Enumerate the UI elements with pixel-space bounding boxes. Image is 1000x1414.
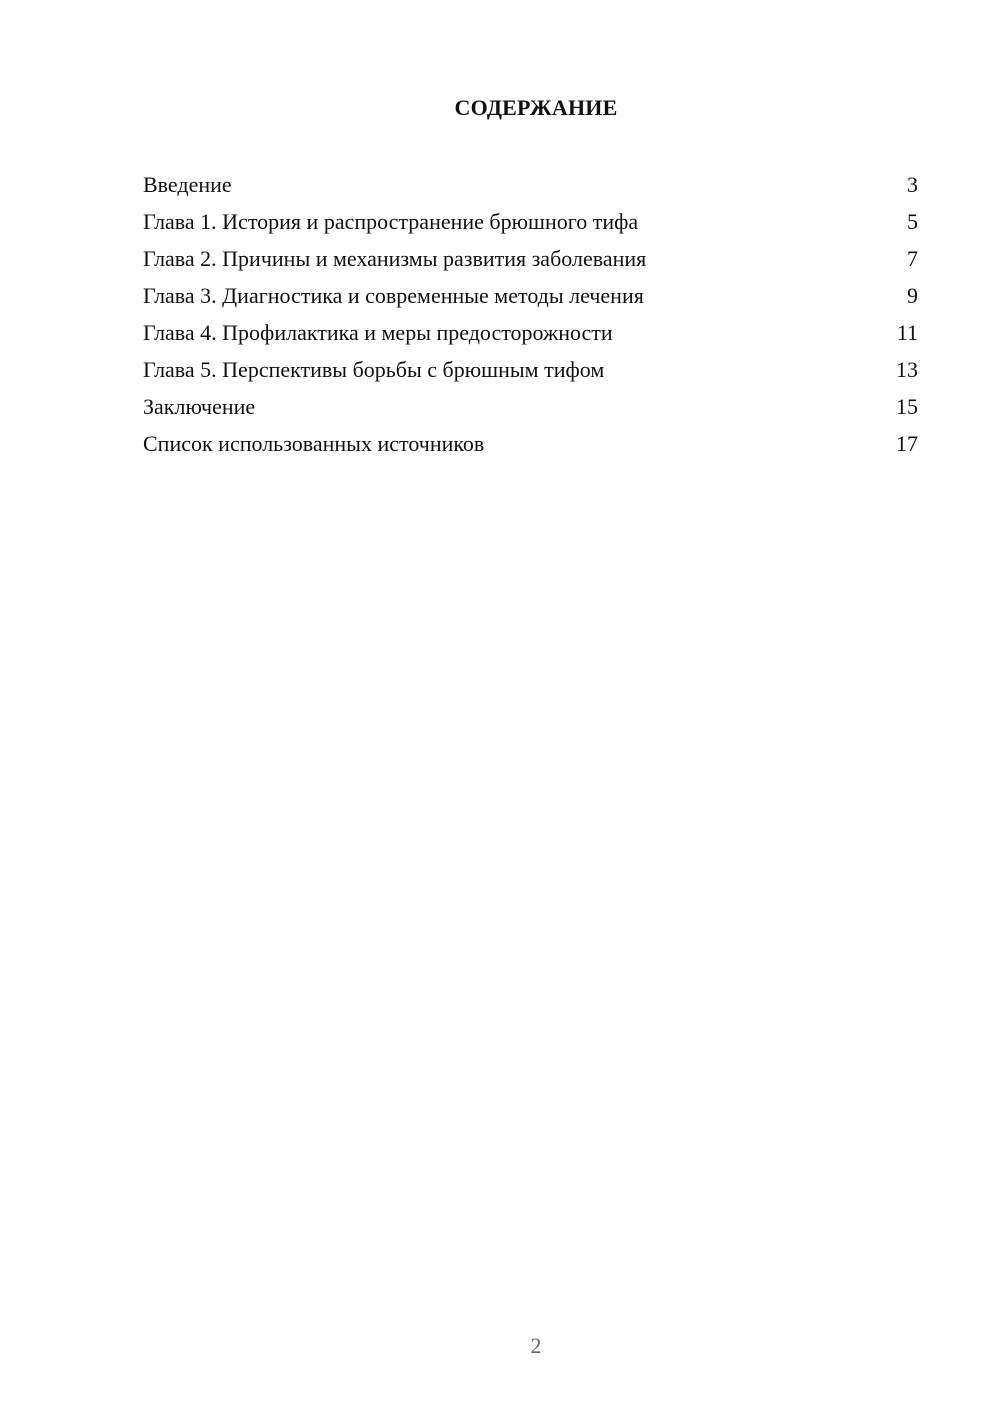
toc-entry-page: 3 <box>907 172 918 197</box>
toc-entry-references <box>143 429 918 466</box>
toc-entry-label: Глава 2. Причины и механизмы развития заболевания <box>143 246 647 271</box>
toc-entry-page: 5 <box>907 209 918 234</box>
toc-entry-page: 9 <box>907 283 918 308</box>
toc-entry-chapter-3 <box>143 281 918 318</box>
toc-entry-label: Введение <box>143 172 232 197</box>
toc-entry-label: Глава 5. Перспективы борьбы с брюшным тифом <box>143 357 605 382</box>
toc-entry-page: 15 <box>896 394 918 419</box>
page-title: СОДЕРЖАНИЕ <box>454 95 618 120</box>
toc-entry-chapter-1 <box>143 207 918 244</box>
toc-entry-chapter-5 <box>143 355 918 392</box>
toc-entry-label: Глава 1. История и распространение брюшного тифа <box>143 209 639 234</box>
toc-entry-page: 11 <box>896 320 918 345</box>
toc-entry-chapter-4 <box>143 318 918 355</box>
toc-entry-introduction <box>143 170 918 207</box>
toc-entry-label: Глава 4. Профилактика и меры предосторожности <box>143 320 613 345</box>
toc-entry-label: Глава 3. Диагностика и современные методы лечения <box>143 283 644 308</box>
toc-entry-page: 17 <box>896 431 918 456</box>
toc-entry-page: 7 <box>907 246 918 271</box>
page-number: 2 <box>530 1333 542 1358</box>
toc-entry-conclusion <box>143 392 918 429</box>
table-of-contents <box>143 170 918 466</box>
toc-entry-page: 13 <box>896 357 918 382</box>
toc-entry-chapter-2 <box>143 244 918 281</box>
toc-entry-label: Список использованных источников <box>143 431 485 456</box>
toc-entry-label: Заключение <box>143 394 256 419</box>
